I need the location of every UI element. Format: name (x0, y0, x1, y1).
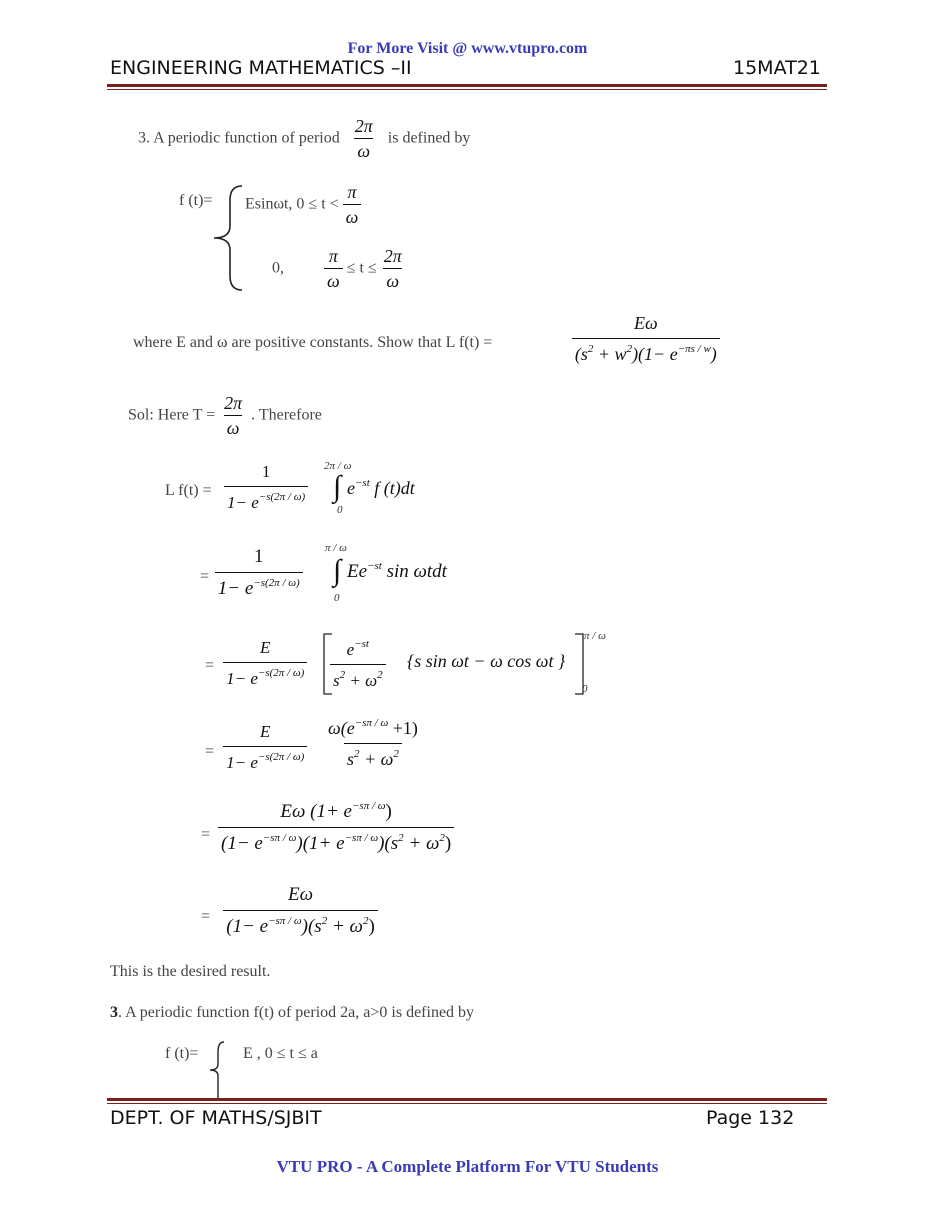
footer-rule (107, 1098, 827, 1101)
eq1-integrand: $e^{-st}$ f (t)dt (347, 477, 415, 498)
eq2-integrand: $Ee^{-st}$ sin ωtdt (347, 560, 447, 582)
eq2-lower-limit: 0 (334, 592, 340, 604)
equation-3-factor: $\frac{E}{1- e^{-s(2\pi / \omega)}}$ (222, 638, 308, 689)
piecewise-brace (212, 184, 246, 292)
equation-4-fraction: $\frac{\omega(e^{-s\pi / \omega} +1)}{s^2 + \omega^2}$ (328, 717, 418, 769)
eq1-upper-limit: 2π / ω (324, 460, 352, 472)
solution-period: Sol: Here T = $\frac{2\pi}{\omega}$ . Therefore (128, 393, 322, 438)
equation-3-fraction: $\frac{e^{-st}}{s^2 + \omega^2}$ (330, 638, 386, 691)
next-problem-statement: 3. A periodic function f(t) of period 2a, a>0 is defined by (110, 1004, 475, 1021)
header-rule-thin (107, 89, 827, 90)
piecewise-label: f (t)= (179, 192, 213, 209)
next-piecewise-case-1: E , 0 ≤ t ≤ a (243, 1045, 318, 1062)
piecewise-case-1: Esinωt, 0 ≤ t < $\frac{\pi}{\omega}$ (245, 182, 361, 228)
equation-3-bracket-term: {s sin ωt − ω cos ωt } (407, 651, 566, 671)
conclusion-text: This is the desired result. (110, 963, 271, 980)
visit-banner: For More Visit @ www.vtupro.com (347, 40, 588, 57)
next-piecewise-brace (208, 1040, 228, 1100)
eq-sign-3: = (205, 657, 215, 674)
laplace-label: L f(t) = (165, 482, 212, 499)
eq-sign-5: = (201, 826, 211, 843)
equation-1: $\frac{1}{1- e^{-s(2\pi / \omega)}}$ (224, 462, 308, 513)
integral-sign: ∫ (333, 554, 342, 587)
eq3-lower-limit: 0 (582, 683, 588, 695)
equation-5: $\frac{E\omega (1+ e^{-s\pi / \omega})}{(1- e^{-s\pi / \omega})(1+ e^{-s\pi / \omega})(s^2 + \omega^2)}$ (218, 800, 454, 855)
eq2-upper-limit: π / ω (325, 542, 347, 554)
platform-banner: VTU PRO - A Complete Platform For VTU Students (276, 1157, 659, 1176)
subject-code: 15MAT21 (733, 57, 821, 79)
target-result: $\frac{E\omega}{(s^2 + w^2)(1- e^{-\pi s / w})}$ (564, 313, 728, 365)
next-piecewise-label: f (t)= (165, 1045, 199, 1062)
equation-2: $\frac{1}{1- e^{-s(2\pi / \omega)}}$ (214, 546, 304, 600)
subject-title: ENGINEERING MATHEMATICS –II (110, 57, 412, 79)
piecewise-case-2: 0, $\frac{\pi}{\omega}$ ≤ t ≤ $\frac{2\pi}{\omega}$ (272, 246, 402, 291)
department: DEPT. OF MATHS/SJBIT (110, 1107, 322, 1129)
problem-statement: 3. A periodic function of period $\frac{2\pi}{\omega}$ is defined by (138, 116, 471, 161)
eq1-lower-limit: 0 (337, 504, 343, 516)
eq-sign-2: = (200, 568, 210, 585)
header-rule (107, 84, 827, 87)
equation-6: $\frac{E\omega}{(1- e^{-s\pi / \omega})(s^2 + \omega^2)}$ (218, 884, 383, 938)
page-number: Page 132 (706, 1107, 795, 1129)
equation-4-factor: $\frac{E}{1- e^{-s(2\pi / \omega)}}$ (222, 722, 308, 773)
eq3-upper-limit: π / ω (584, 630, 606, 642)
eq-sign-6: = (201, 908, 211, 925)
integral-sign: ∫ (333, 470, 342, 503)
footer-rule-thin (107, 1103, 827, 1104)
eq-sign-4: = (205, 743, 215, 760)
show-that-text: where E and ω are positive constants. Show that L f(t) = (133, 334, 493, 351)
